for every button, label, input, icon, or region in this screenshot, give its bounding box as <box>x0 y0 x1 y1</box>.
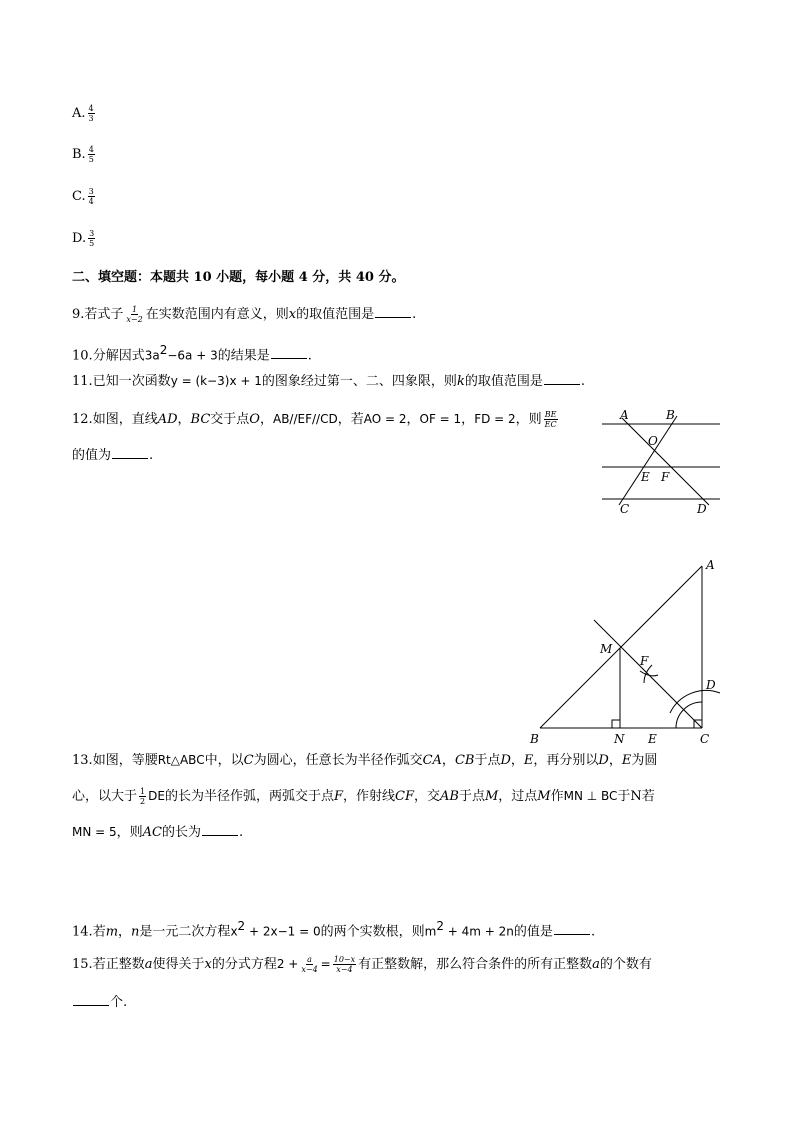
option-b-fraction: $\frac{4}{5}$ <box>88 145 94 164</box>
label-e: E <box>641 470 650 484</box>
label-a: A <box>706 558 715 572</box>
label-d: D <box>706 678 716 692</box>
figure-12-parallel-lines <box>596 404 724 520</box>
q11-answer-blank <box>544 372 580 385</box>
q15-answer-blank <box>73 993 109 1006</box>
option-c: C. $\frac{3}{4}$ <box>72 187 94 206</box>
label-e: E <box>648 732 657 746</box>
label-o: O <box>648 434 658 448</box>
section-2-header: 二、填空题：本题共 10 小题，每小题 4 分，共 40 分。 <box>72 270 405 285</box>
option-b: B. $\frac{4}{5}$ <box>72 145 94 164</box>
q9-fraction: $\frac{1}{x-2}$ <box>126 305 143 324</box>
line-ad <box>622 418 709 505</box>
label-n: N <box>614 732 625 746</box>
line-bc <box>619 416 677 505</box>
label-b: B <box>530 732 539 746</box>
label-f: F <box>661 470 670 484</box>
arc-de-ext <box>670 690 720 713</box>
label-c: C <box>620 502 630 516</box>
label-m: M <box>600 642 613 656</box>
option-a-fraction: $\frac{4}{3}$ <box>88 104 94 123</box>
label-c: C <box>700 732 710 746</box>
arc-f-1 <box>640 671 658 676</box>
option-d-fraction: $\frac{3}{5}$ <box>89 229 95 248</box>
question-12-line2: 的值为 . <box>72 448 154 463</box>
q14-answer-blank <box>554 922 590 935</box>
q9-answer-blank <box>375 305 411 318</box>
question-13: 13.如图，等腰Rt△ABC中，以C为圆心，任意长为半径作弧交CA，CB于点D，E，再分别以D，E为圆 <box>72 753 658 768</box>
label-f: F <box>640 654 649 668</box>
question-11: 11.已知一次函数y = (k−3)x + 1的图象经过第一、二、四象限，则k的取值范围是 . <box>72 374 585 389</box>
q15-fraction-1: $\frac{a}{x-4}$ <box>301 955 318 974</box>
figure-13-triangle <box>528 553 728 748</box>
q12-answer-blank <box>112 446 148 459</box>
option-d: D. $\frac{3}{5}$ <box>72 229 95 248</box>
option-c-fraction: $\frac{3}{4}$ <box>88 187 94 206</box>
question-9: 9.若式子 $\frac{1}{x-2}$ 在实数范围内有意义，则x的取值范围是 . <box>72 305 417 324</box>
right-angle-n <box>612 720 620 728</box>
ray-cf <box>594 620 702 728</box>
label-d: D <box>697 502 707 516</box>
question-12: 12.如图，直线AD，BC交于点O，AB//EF//CD，若AO = 2，OF = 1，FD = 2，则 $\frac{BE}{EC}$ <box>72 410 557 429</box>
q10-answer-blank <box>271 346 307 359</box>
question-10: 10.分解因式$3a^2-6a + 3$的结果是 . <box>72 343 312 364</box>
question-13-line3: MN = 5，则AC的长为 . <box>72 825 244 840</box>
q15-fraction-2: $\frac{10-x}{x-4}$ <box>333 955 356 974</box>
option-a: A. $\frac{4}{3}$ <box>72 104 94 123</box>
question-15-line2: 个. <box>72 993 127 1012</box>
q13-answer-blank <box>202 823 238 836</box>
q13-half-fraction: $\frac{1}{2}$ <box>140 787 146 806</box>
question-13-line2: 心，以大于 $\frac{1}{2}$ DE的长为半径作弧，两弧交于点F，作射线CF，交AB于点M，过点M作MN ⊥ BC于N若 <box>72 787 655 806</box>
label-a: A <box>620 408 629 422</box>
question-15: 15.若正整数a使得关于x的分式方程2 + $\frac{a}{x-4}$ = $\frac{10-x}{x-4}$ 有正整数解，那么符合条件的所有正整数a的个数有 <box>72 955 652 974</box>
q12-fraction: $\frac{BE}{EC}$ <box>544 410 557 429</box>
label-b: B <box>666 408 675 422</box>
question-14: 14.若m，n是一元二次方程$x^2 + 2x-1 = 0$的两个实数根，则$m^2 + 4m + 2n$的值是 . <box>72 919 596 940</box>
